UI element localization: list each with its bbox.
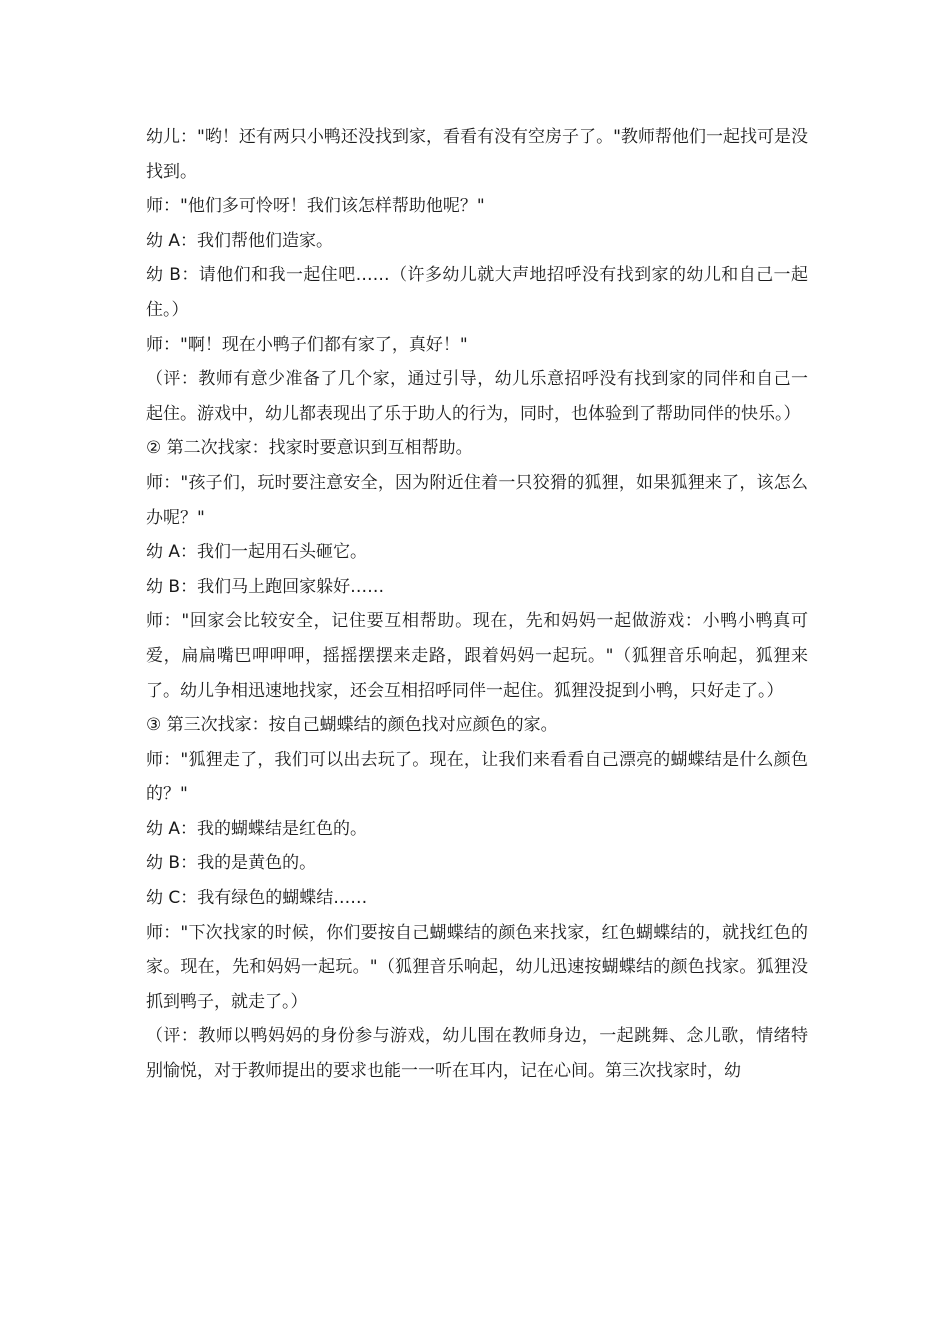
paragraph-child-b-reply: 幼 B：请他们和我一起住吧……（许多幼儿就大声地招呼没有找到家的幼儿和自己一起住。） [146,265,808,320]
document-body [146,120,808,1089]
paragraph-commentary-2: （评：教师以鸭妈妈的身份参与游戏，幼儿围在教师身边，一起跳舞、念儿歌，情绪特别愉悦，对于教师提出的要求也能一一听在耳内，记在心间。第三次找家时，幼 [146,1026,808,1082]
paragraph-teacher-question: 师："他们多可怜呀！我们该怎样帮助他呢？" [146,196,485,217]
section-heading-third-search: ③ 第三次找家：按自己蝴蝶结的颜色找对应颜色的家。 [146,715,558,736]
paragraph-child-c-green: 幼 C：我有绿色的蝴蝶结…… [146,888,368,909]
paragraph-child-dialogue-1: 幼儿："哟！还有两只小鸭还没找到家，看看有没有空房子了。"教师帮他们一起找可是没找到。 [146,127,808,182]
paragraph-teacher-color-rule: 师："下次找家的时候，你们要按自己蝴蝶结的颜色来找家，红色蝴蝶结的，就找红色的家。现在，先和妈妈一起玩。"（狐狸音乐响起，幼儿迅速按蝴蝶结的颜色找家。狐狸没抓到鸭子，就走了。） [146,922,808,1012]
paragraph-child-b-hide: 幼 B：我们马上跑回家躲好…… [146,576,385,597]
section-heading-second-search: ② 第二次找家：找家时要意识到互相帮助。 [146,438,473,459]
paragraph-child-b-yellow: 幼 B：我的是黄色的。 [146,853,317,874]
paragraph-child-a-stone: 幼 A：我们一起用石头砸它。 [146,542,368,563]
paragraph-teacher-bow-question: 师："狐狸走了，我们可以出去玩了。现在，让我们来看看自己漂亮的蝴蝶结是什么颜色的？" [146,749,808,805]
paragraph-child-a-reply: 幼 A：我们帮他们造家。 [146,230,334,251]
paragraph-teacher-game-song: 师："回家会比较安全，记住要互相帮助。现在，先和妈妈一起做游戏：小鸭小鸭真可爱，扁扁嘴巴呷呷呷，摇摇摆摆来走路，跟着妈妈一起玩。"（狐狸音乐响起，狐狸来了。幼儿争相迅速地找家，还会互相招呼同伴一起住。狐狸没捉到小鸭，只好走了。） [146,611,808,701]
paragraph-teacher-remark: 师："啊！现在小鸭子们都有家了，真好！" [146,334,468,355]
paragraph-teacher-fox-warning: 师："孩子们，玩时要注意安全，因为附近住着一只狡猾的狐狸，如果狐狸来了，该怎么办呢？" [146,472,808,528]
paragraph-commentary-1: （评：教师有意少准备了几个家，通过引导，幼儿乐意招呼没有找到家的同伴和自己一起住。游戏中，幼儿都表现出了乐于助人的行为，同时，也体验到了帮助同伴的快乐。） [146,369,808,424]
paragraph-child-a-red: 幼 A：我的蝴蝶结是红色的。 [146,818,368,839]
